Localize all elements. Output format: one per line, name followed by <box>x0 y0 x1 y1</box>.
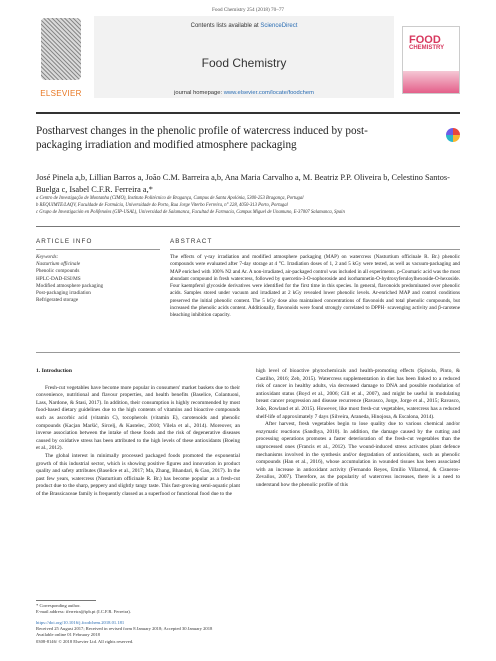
masthead <box>36 16 460 106</box>
author-list: José Pinela a,b, Lillian Barros a, João C.M. Barreira a,b, Ana Maria Carvalho a, M. Beatriz P.P. Oliveira b, Celestino Santos-Buelga c, Isabel C.F.R. Ferreira a,* <box>36 173 450 194</box>
body-paragraph: The global interest in minimally processed packaged foods promoted the exponential growth of this industrial sector, which is showing positive figures and innovation in product quality and safety attributes (Baselice et al., 2017; Ma, Zhang, Bhandari, & Gao, 2017). In the past few years, watercress (Nasturtium officinale R. Br.) has become popular as a fresh-cut product due to the sharp, peppery and slightly tangy taste. This fast-growing semi-aquatic plant of the Brassicaceae family is frequently classed as a superfood or functional food due to the <box>36 452 240 497</box>
article-info-heading: ARTICLE INFO <box>36 238 93 245</box>
journal-reference: Food Chemistry 254 (2018) 70–77 <box>211 7 285 13</box>
cover-word-food: FOOD <box>409 34 441 46</box>
keyword-item: Modified atmosphere packaging <box>36 282 104 289</box>
homepage-link[interactable]: www.elsevier.com/locate/foodchem <box>223 90 314 96</box>
received-dates: Received 25 August 2017; Received in revised form 8 January 2018; Accepted 30 January 2018 <box>36 626 213 632</box>
body-column-left <box>36 368 240 499</box>
crossmark-badge <box>446 128 460 142</box>
sciencedirect-link[interactable]: ScienceDirect <box>260 23 298 29</box>
journal-title: Food Chemistry <box>201 56 287 70</box>
available-online: Available online 01 February 2018 <box>36 632 100 638</box>
homepage-line <box>94 90 394 96</box>
keyword-item: Refrigerated storage <box>36 297 79 304</box>
publisher-word: ELSEVIER <box>40 89 82 98</box>
section-divider <box>36 226 460 227</box>
journal-cover-thumbnail[interactable] <box>402 26 460 94</box>
introduction-heading: 1. Introduction <box>36 368 72 374</box>
abstract-heading: ABSTRACT <box>170 238 213 245</box>
footnote-rule <box>36 600 96 601</box>
contents-prefix: Contents lists available at <box>190 23 261 29</box>
keyword-item: HPLC-DAD-ESI/MS <box>36 275 81 282</box>
abstract-text: The effects of γ-ray irradiation and modified atmosphere packaging (MAP) on watercress (Nasturtium officinale R. Br.) phenolic compounds were evaluated after 7-day storage at 4 °C. Irradiation doses of 1, 2 and 5 kGy were tested, as well as vacuum-packaging and MAP enriched with 100% N2 and Ar. A non-irradiated, air-packaged control was included in all experiments. p-Coumaric acid was the most abundant compound in fresh watercress, followed by quercetin-3-O-sophoroside and isorhamnetin-O-hydroxyferuloylhexoside-O-hexoside. Four kaempferol glycoside derivatives were identified for the first time in this species. In general, flavonoids predominated over phenolic acids. Samples stored under vacuum and irradiated at 2 kGy revealed lower phenolic levels. Ar-enriched MAP and control conditions preserved the initial phenolic content. The 5 kGy dose also maintained concentrations of flavonoids and total phenolic compounds, but increased the phenolic acids content. Additionally, flavonoids were found strongly correlated to DPPH· scavenging activity and β-carotene bleaching inhibition capacity. <box>170 254 460 319</box>
body-column-right <box>256 368 460 490</box>
copyright-line: 0308-8146/ © 2018 Elsevier Ltd. All rights reserved. <box>36 638 134 644</box>
body-paragraph: Fresh-cut vegetables have become more popular in consumers' market baskets due to their convenience, nutritional and flavour properties, and health benefits (Baselice, Colantuoni, Lass, Nardone, & Stasi, 2017). In addition, their consumption is highly recommended by most food-based dietary guidelines due to the high contents of vitamins and bioactive compounds such as ascorbic acid (vitamin C), tocopherols (vitamin E), carotenoids and phenolic compounds (Kacjan Maršić, Sircelj, & Kastelec, 2010; Vilela et al., 2014). Moreover, an inverse association between the intake of these foods and the risk of degenerative diseases caused by oxidative stress has been attributed to the high levels of these antioxidants (Boeing et al., 2012). <box>36 384 240 452</box>
contents-line <box>94 23 394 29</box>
elsevier-logo[interactable] <box>36 16 86 98</box>
keyword-item: Post-packaging irradiation <box>36 290 91 297</box>
body-paragraph: After harvest, fresh vegetables begin to lose quality due to various chemical and/or enzymatic reactions (Sandhya, 2010). In addition, the damage caused by the cutting and processing operations promotes a faster deterioration of the fresh-cut vegetables than the unprocessed ones (Francis et al., 2012). The wound-induced stress activates plant defence mechanisms involved in the synthesis and/or degradation of antioxidants, such as phenolic compounds (Han et al., 2016), whose accumulation in wounded tissues has been associated with an increase in antioxidant activity (Fernando Reyes, Emilio Villarreal, & Cisneros-Zevallos, 2007). Therefore, as the popularity of watercress increases, there is a need to understand how the phenolic profile of this <box>256 421 460 488</box>
affiliation-b: b REQUIMTE/LAQV, Faculdade de Farmácia, Universidade do Porto, Rua Jorge Viterbo Ferreira, n° 228, 4050-313 Porto, Portugal <box>36 202 288 208</box>
keyword-item: Phenolic compounds <box>36 268 80 275</box>
article-info-rule <box>36 249 160 250</box>
affiliations <box>36 196 460 216</box>
article-title: Postharvest changes in the phenolic profile of watercress induced by post-packaging irradiation and modified atmosphere packaging <box>36 125 368 151</box>
email-note: E-mail address: iferreira@ipb.pt (I.C.F.R. Ferreira). <box>36 609 131 614</box>
keywords-block <box>36 254 160 304</box>
cover-title <box>409 35 444 52</box>
abstract-rule <box>170 249 460 250</box>
corresponding-footnote <box>36 603 336 615</box>
doi-link[interactable]: https://doi.org/10.1016/j.foodchem.2018.01.181 <box>36 620 125 625</box>
homepage-prefix: journal homepage: <box>174 90 224 96</box>
abstract-bottom-rule <box>36 352 460 353</box>
keywords-label: Keywords: <box>36 254 59 260</box>
masthead-divider <box>36 112 460 114</box>
body-paragraph: high level of bioactive phytochemicals and health-promoting effects (Spinola, Pinto, & Castilho, 2016; Zeb, 2015). Watercress supplementation in diet has been linked to a reduced risk of cancer in healthy adults, via decreased damage to DNA and possible modulation of antioxidant status (Boyd et al., 2006; Gill et al., 2007), and might be useful in modulating breast cancer progression and disease recurrence (Ravasco, Jorge, Jorge et al., 2015; Ravasco, João, Rowland et al. 2015). However, like most fresh-cut vegetables, watercress has a reduced shelf-life of approximately 7 days (Silveira, Araneda, Hinojosa, & Escalona, 2014). <box>256 368 460 420</box>
affiliation-a: a Centro de Investigação de Montanha (CIMO), Instituto Politécnico de Bragança, Campus de Santa Apolónia, 5300-253 Bragança, Portugal <box>36 196 304 201</box>
cover-image-band <box>403 71 459 93</box>
keyword-item: Nasturtium officinale <box>36 261 81 268</box>
masthead-banner <box>94 16 394 98</box>
elsevier-tree-icon <box>41 18 81 80</box>
article-history <box>36 620 336 645</box>
corresponding-author-note: * Corresponding author. <box>36 603 81 608</box>
crossmark-icon[interactable] <box>446 128 460 146</box>
affiliation-c: c Grupo de Investigación en Polifenoles (GIP-USAL), Universidad de Salamanca, Facultad de Farmacia, Campus Miguel de Unamuno, E-37007 Salamanca, Spain <box>36 209 345 215</box>
cover-word-chemistry: CHEMISTRY <box>409 45 445 51</box>
